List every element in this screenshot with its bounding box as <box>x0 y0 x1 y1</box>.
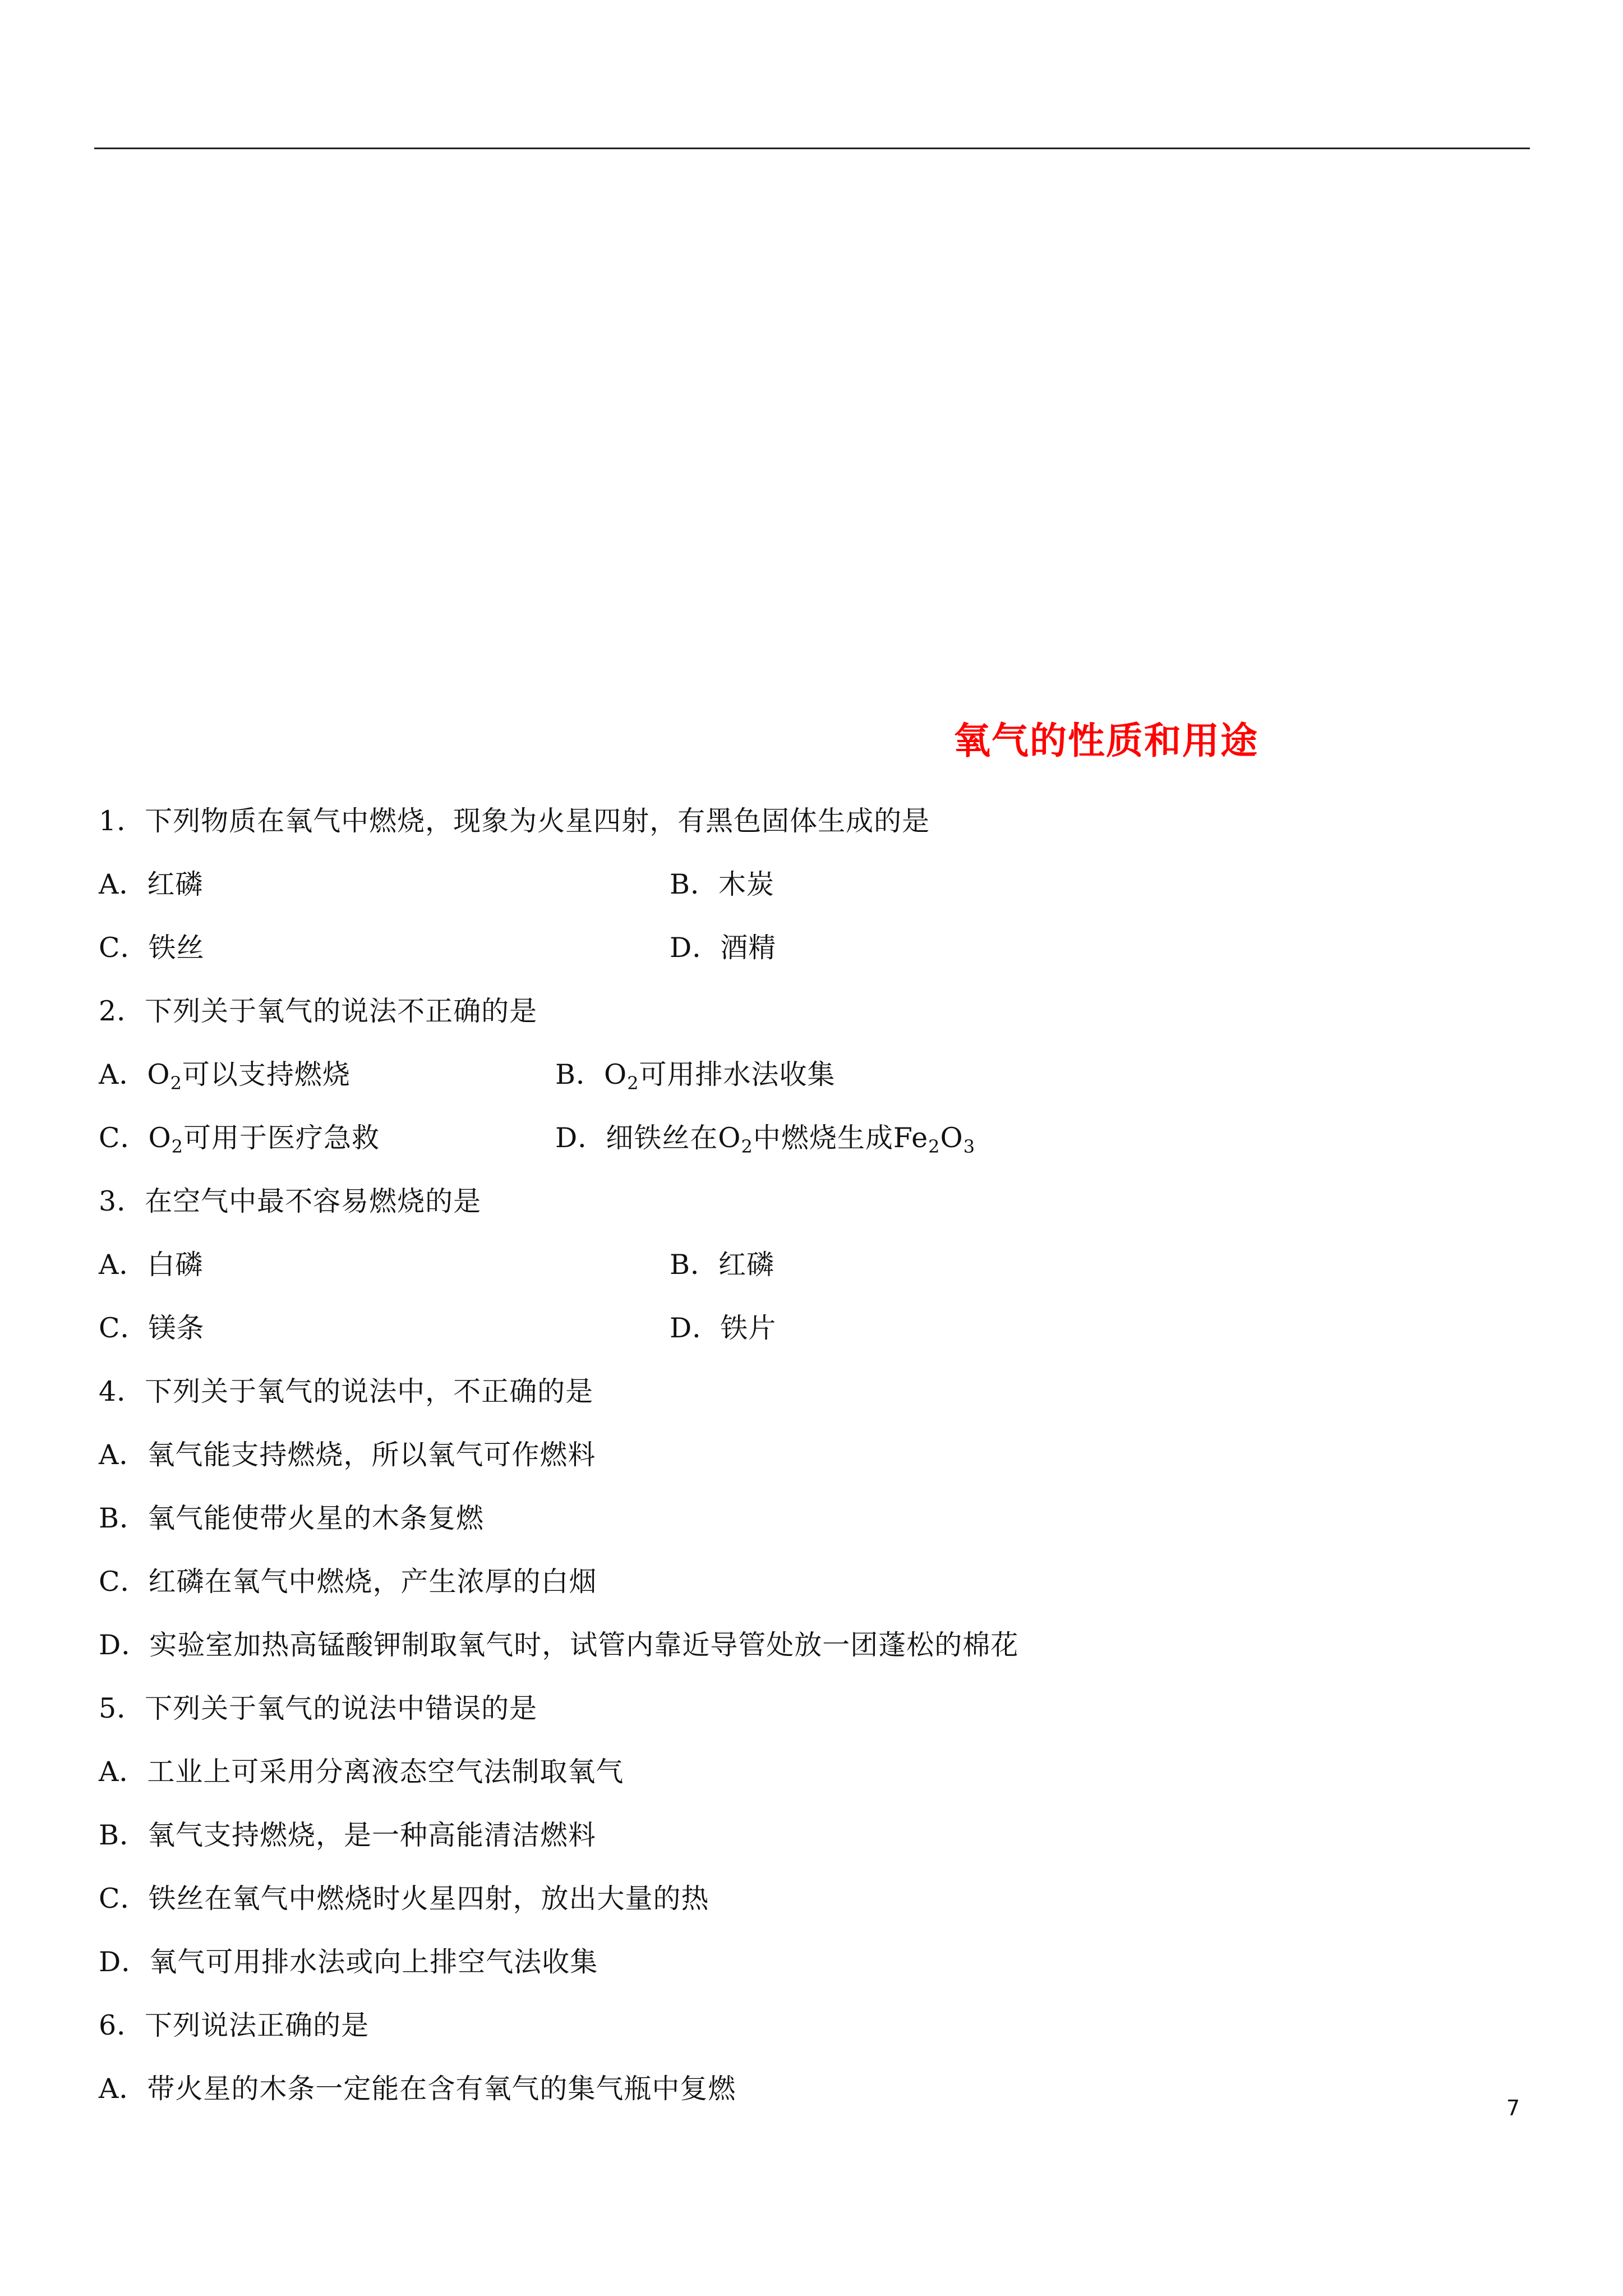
header-rule <box>94 148 1530 149</box>
question-5-stem: 5．下列关于氧气的说法中错误的是 <box>99 1692 538 1724</box>
question-2-option-c: C．$O_2$可用于医疗急救 <box>99 1122 380 1157</box>
question-1-option-c: C．铁丝 <box>99 932 205 964</box>
question-4-option-a: A．氧气能支持燃烧，所以氧气可作燃料 <box>99 1439 596 1471</box>
question-4-option-c: C．红磷在氧气中燃烧，产生浓厚的白烟 <box>99 1566 597 1598</box>
question-5-option-a: A．工业上可采用分离液态空气法制取氧气 <box>99 1756 624 1788</box>
question-5-option-c: C．铁丝在氧气中燃烧时火星四射，放出大量的热 <box>99 1883 709 1915</box>
question-4-option-d: D．实验室加热高锰酸钾制取氧气时，试管内靠近导管处放一团蓬松的棉花 <box>99 1629 1019 1661</box>
question-2-stem: 2．下列关于氧气的说法不正确的是 <box>99 995 538 1027</box>
question-3-stem: 3．在空气中最不容易燃烧的是 <box>99 1185 482 1217</box>
question-4-option-b: B．氧气能使带火星的木条复燃 <box>99 1502 485 1534</box>
question-5-option-b: B．氧气支持燃烧，是一种高能清洁燃料 <box>99 1819 597 1851</box>
question-6-option-a: A．带火星的木条一定能在含有氧气的集气瓶中复燃 <box>99 2073 736 2105</box>
question-3-option-a: A．白磷 <box>99 1249 204 1281</box>
question-3-option-d: D．铁片 <box>670 1312 777 1344</box>
question-2-option-a: A．$O_2$可以支持燃烧 <box>99 1059 351 1094</box>
question-3-option-b: B．红磷 <box>670 1249 775 1281</box>
page-number: 7 <box>1506 2096 1520 2120</box>
question-6-stem: 6．下列说法正确的是 <box>99 2009 370 2041</box>
question-1-option-b: B．木炭 <box>670 868 775 900</box>
question-3-option-c: C．镁条 <box>99 1312 205 1344</box>
question-1-option-a: A．红磷 <box>99 868 204 900</box>
page-title: 氧气的性质和用途 <box>953 719 1258 762</box>
question-5-option-d: D．氧气可用排水法或向上排空气法收集 <box>99 1946 598 1978</box>
question-1-stem: 1．下列物质在氧气中燃烧，现象为火星四射，有黑色固体生成的是 <box>99 805 930 837</box>
question-2-option-d: D．细铁丝在$O_2$中燃烧生成$Fe_2O_3$ <box>555 1122 976 1157</box>
question-4-stem: 4．下列关于氧气的说法中，不正确的是 <box>99 1375 594 1407</box>
question-2-option-b: B．$O_2$可用排水法收集 <box>555 1059 836 1094</box>
question-1-option-d: D．酒精 <box>670 932 777 964</box>
